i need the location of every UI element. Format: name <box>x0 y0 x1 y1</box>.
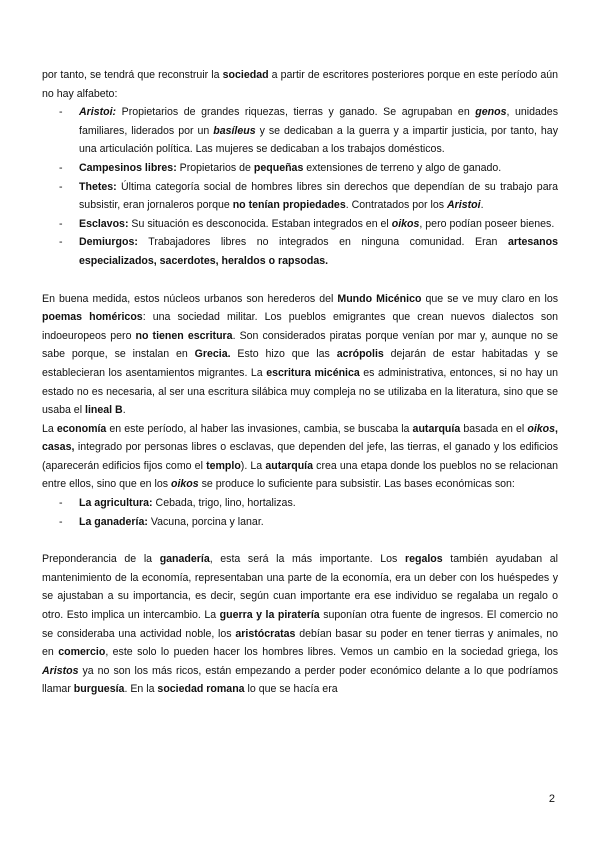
item-label: La agricultura: <box>79 497 153 510</box>
document-body <box>42 66 558 699</box>
bold-term: templo <box>206 459 241 472</box>
text: . En la <box>124 683 158 696</box>
paragraph-economia <box>42 420 558 494</box>
bold-term: burguesía <box>73 683 125 696</box>
italic-term: oikos <box>170 478 199 491</box>
text: que se ve muy claro en los <box>421 292 559 305</box>
bold-term: economía <box>56 422 107 435</box>
text: lo que se hacía era <box>244 683 338 696</box>
text: Trabajadores libres no integrados en ninguna comunidad. Eran <box>137 236 508 249</box>
item-label: Campesinos libres: <box>79 161 177 174</box>
paragraph-mundo-micenico <box>42 290 558 420</box>
bold-term: guerra y la piratería <box>219 609 320 622</box>
italic-term: oikos <box>391 217 420 230</box>
intro-paragraph <box>42 66 558 103</box>
bold-term: poemas homéricos <box>42 311 143 324</box>
text: crea una etapa donde los pueblos no se relacionan entre ellos, sino que en los <box>42 459 558 491</box>
list-item <box>42 159 558 178</box>
bold-term: sociedad <box>222 69 269 81</box>
bold-term: Grecia. <box>194 348 231 361</box>
text: por tanto, se tendrá que reconstruir la <box>42 69 223 81</box>
text: : una sociedad militar. Los pueblos emigrantes que crean nuevos dialectos son indoeuropeos pero <box>42 311 558 342</box>
italic-term: Aristoi <box>447 199 481 212</box>
bold-term: autarquía <box>412 422 461 435</box>
text: , unidades familiares, liderados por un <box>79 106 558 137</box>
paragraph-spacer <box>42 271 558 290</box>
bold-term: no tenían propiedades <box>232 199 346 212</box>
bold-term: acrópolis <box>336 348 384 361</box>
text: extensiones de terreno y algo de ganado. <box>303 161 502 174</box>
text: a partir de escritores posteriores porque en este período aún no hay alfabeto: <box>42 69 559 100</box>
item-label: Thetes: <box>79 180 117 193</box>
list-item <box>42 513 558 532</box>
social-classes-list <box>42 103 558 270</box>
text: ya no son los más ricos, están empezando a perder poder económico delante a lo que podríamos llamar <box>42 664 558 696</box>
bold-term: lineal B <box>85 404 123 417</box>
text: también ayudaban al mantenimiento de la economía, representaban una parte de la economía, era un deber con los huéspedes y se ajustaban a su importancia, es decir, según cuan importante era ese individuo se regalaba un regalo o otro. Esto implica un intercambio. La <box>42 553 558 622</box>
bold-term: no tienen escritura <box>135 329 233 342</box>
bold-term: autarquía <box>265 459 314 472</box>
text: ). La <box>240 459 266 472</box>
bold-term: ganadería <box>159 553 210 566</box>
bold-term: aristócratas <box>235 627 296 640</box>
text: Su situación es desconocida. Estaban integrados en el <box>128 217 392 230</box>
bold-term: Mundo Micénico <box>337 292 422 305</box>
text: y se dedicaban a la guerra y a impartir justicia, por tanto, hay una articulación política. Las mujeres se dedicaban a los trabajos domésticos. <box>79 124 559 156</box>
list-item <box>42 178 558 215</box>
list-item <box>42 233 558 270</box>
text: , este solo lo pueden hacer los hombres libres. Vemos un cambio en la sociedad griega, los <box>105 646 559 659</box>
paragraph-ganaderia <box>42 550 558 699</box>
text: Propietarios de <box>176 161 254 174</box>
list-item <box>42 215 558 234</box>
text: , esta será la más importante. Los <box>209 553 405 566</box>
text: suponían otra fuente de ingresos. El comercio no se consideraba una actividad noble, los <box>42 609 558 640</box>
text: . Son considerados piratas porque venían por mar y, aunque no se sabe porque, se instalan en <box>42 329 559 361</box>
text: . Contratados por los <box>345 199 448 212</box>
text: La <box>42 422 57 435</box>
item-label: La ganadería: <box>79 515 148 528</box>
item-label: Esclavos: <box>79 217 129 230</box>
bold-term: regalos <box>404 553 443 566</box>
text: en este período, al haber las invasiones, cambia, se buscaba la <box>106 422 413 435</box>
text: dejarán de estar habitadas y se establecieran los asentamientos migrantes. La <box>42 348 558 379</box>
text: Cebada, trigo, lino, hortalizas. <box>152 497 296 510</box>
text: En buena medida, estos núcleos urbanos son herederos del <box>42 292 338 305</box>
bold-term: pequeñas <box>253 161 304 174</box>
text: . <box>480 199 484 212</box>
page-number: 2 <box>548 793 555 805</box>
bold-term: escritura micénica <box>266 366 360 379</box>
italic-term: genos <box>475 106 507 119</box>
italic-term: Aristos <box>42 664 79 677</box>
list-item <box>42 103 558 159</box>
text: . <box>122 404 126 417</box>
bold-term: comercio <box>58 646 106 659</box>
bold-term: sociedad romana <box>157 683 245 696</box>
text: Esto hizo que las <box>230 348 337 361</box>
italic-term: basíleus <box>213 124 256 137</box>
text: Última categoría social de hombres libres sin derechos que dependían de su trabajo para subsistir, eran jornaleros porque <box>79 180 558 212</box>
item-label: Aristoi: <box>79 106 117 119</box>
text: Propietarios de grandes riquezas, tierras y ganado. Se agrupaban en <box>116 106 476 119</box>
item-label: Demiurgos: <box>79 236 138 249</box>
text: basada en el <box>460 422 528 435</box>
text: Preponderancia de la <box>42 553 160 566</box>
text: , pero podían poseer bienes. <box>419 217 555 230</box>
bold-term: artesanos especializados, sacerdotes, heraldos o rapsodas. <box>79 236 558 267</box>
text: Vacuna, porcina y lanar. <box>147 515 264 528</box>
list-item <box>42 494 558 513</box>
economic-bases-list <box>42 494 558 531</box>
text: se produce lo suficiente para subsistir. Las bases económicas son: <box>198 478 515 491</box>
paragraph-spacer <box>42 531 558 550</box>
italic-term: oikos <box>527 422 556 435</box>
text: integrado por personas libres o esclavas, que dependen del jefe, las tierras, el ganado y los edificios (aparecerán edificios fijos como el <box>42 441 558 472</box>
text: es administrativa, entonces, si no hay un estado no es necesaria, al ser una escritura silábica muy compleja no se utilizaba en la literatura, sino que se usaba el <box>42 366 558 417</box>
text: debían basar su poder en tener tierras y animales, no en <box>42 627 558 659</box>
bold-term: , casas, <box>42 422 558 454</box>
